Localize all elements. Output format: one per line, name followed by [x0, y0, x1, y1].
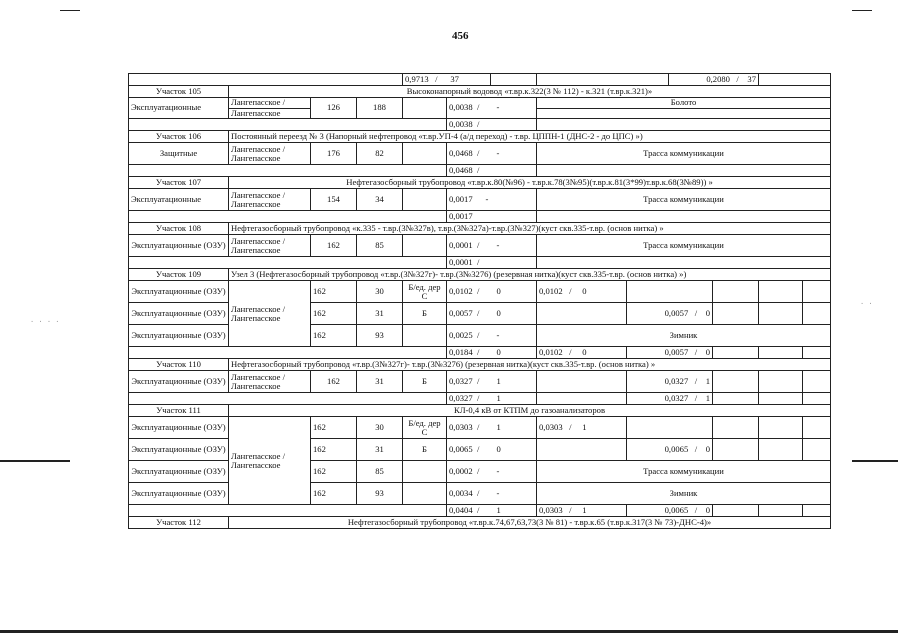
table-row: 0,9713 / 37 0,2080 / 37 [129, 74, 831, 86]
table-row: Защитные Лангепасское / Лангепасское 176 82 0,0468 / - Трасса коммуникации [129, 143, 831, 165]
margin-mark: · · · · [30, 318, 60, 326]
table-row: Эксплуатационные (ОЗУ) 162 85 0,0002 / - Трасса коммуникации [129, 461, 831, 483]
bottom-edge-line [0, 630, 898, 633]
table-row: 0,0184 / 0 0,0102 / 0 0,0057 / 0 [129, 347, 831, 359]
right-top-edge-line [852, 10, 872, 11]
table-row: Участок 112 Нефтегазосборный трубопровод «т.вр.к.74,67,63,73(3 № 81) - т.вр.к.65 (т.вр.к.317(3 № 73)-ДНС-4)» [129, 517, 831, 529]
table-row: 0,0468 / [129, 165, 831, 177]
table-row: Эксплуатационные Лангепасское / Лангепасское 154 34 0,0017 - Трасса коммуникации [129, 189, 831, 211]
table-row: Участок 105 Высоконапорный водовод «т.вр.к.322(3 № 112) - к.321 (т.вр.к.321)» [129, 86, 831, 98]
table-row: Участок 110 Нефтегазосборный трубопровод «т.вр.(3№327г)- т.вр.(3№3276) (резервная нитка)(куст скв.335-т.вр. (основ нитка) » [129, 359, 831, 371]
table-row: 0,0017 [129, 211, 831, 223]
table-row: Эксплуатационные (ОЗУ) 162 31 Б 0,0057 / 0 0,0057 / 0 [129, 303, 831, 325]
table-row: Эксплуатационные (ОЗУ) 162 93 0,0034 / - Зимник [129, 483, 831, 505]
right-margin-line [852, 460, 898, 462]
table-row: Лангепасское [129, 108, 831, 119]
margin-mark: · · [860, 300, 873, 308]
table-row: Эксплуатационные (ОЗУ) Лангепасское / Лангепасское 162 30 Б/ед. дер С 0,0102 / 0 0,0102 / 0 [129, 281, 831, 303]
table-row: Участок 108 Нефтегазосборный трубопровод «к.335 - т.вр.(3№327в), т.вр.(3№327а)-т.вр.(3№327)(куст скв.335-т.вр. (основ нитка) » [129, 223, 831, 235]
table-row: 0,0001 / [129, 257, 831, 269]
table-row: 0,0038 / [129, 119, 831, 131]
table-row: Участок 107 Нефтегазосборный трубопровод «т.вр.к.80(№96) - т.вр.к.78(3№95)(т.вр.к.81(3*99)т.вр.к.68(3№89)) » [129, 177, 831, 189]
land-plot-table [128, 73, 831, 529]
table-row: Участок 106 Постоянный переезд № 3 (Напорный нефтепровод «т.вр.УП-4 (а/д переход) - т.вр. ЦППН-1 (ДНС-2 - до ЦПС) ») [129, 131, 831, 143]
table-row: Эксплуатационные (ОЗУ) Лангепасское / Лангепасское 162 85 0,0001 / - Трасса коммуникации [129, 235, 831, 257]
table-row: Эксплуатационные (ОЗУ) 162 31 Б 0,0065 / 0 0,0065 / 0 [129, 439, 831, 461]
table-row: Эксплуатационные (ОЗУ) Лангепасское / Лангепасское 162 31 Б 0,0327 / 1 0,0327 / 1 [129, 371, 831, 393]
table-row: 0,0327 / 1 0,0327 / 1 [129, 393, 831, 405]
table-row: Эксплуатационные (ОЗУ) 162 93 0,0025 / - Зимник [129, 325, 831, 347]
top-edge-line [60, 10, 80, 11]
table-row: Участок 111 КЛ-0,4 кВ от КТПМ до газоанализаторов [129, 405, 831, 417]
page-number: 456 [452, 30, 469, 42]
table-row: 0,0404 / 1 0,0303 / 1 0,0065 / 0 [129, 505, 831, 517]
left-margin-line [0, 460, 70, 462]
table-row: Эксплуатационные (ОЗУ) Лангепасское / Лангепасское 162 30 Б/ед. дер С 0,0303 / 1 0,0303 / 1 [129, 417, 831, 439]
table-row: Участок 109 Узел 3 (Нефтегазосборный трубопровод «т.вр.(3№327г)- т.вр.(3№3276) (резервная нитка)(куст скв.335-т.вр. (основ нитка) ») [129, 269, 831, 281]
table-row: Эксплуатационные Лангепасское / 126 188 0,0038 / - Болото [129, 98, 831, 109]
